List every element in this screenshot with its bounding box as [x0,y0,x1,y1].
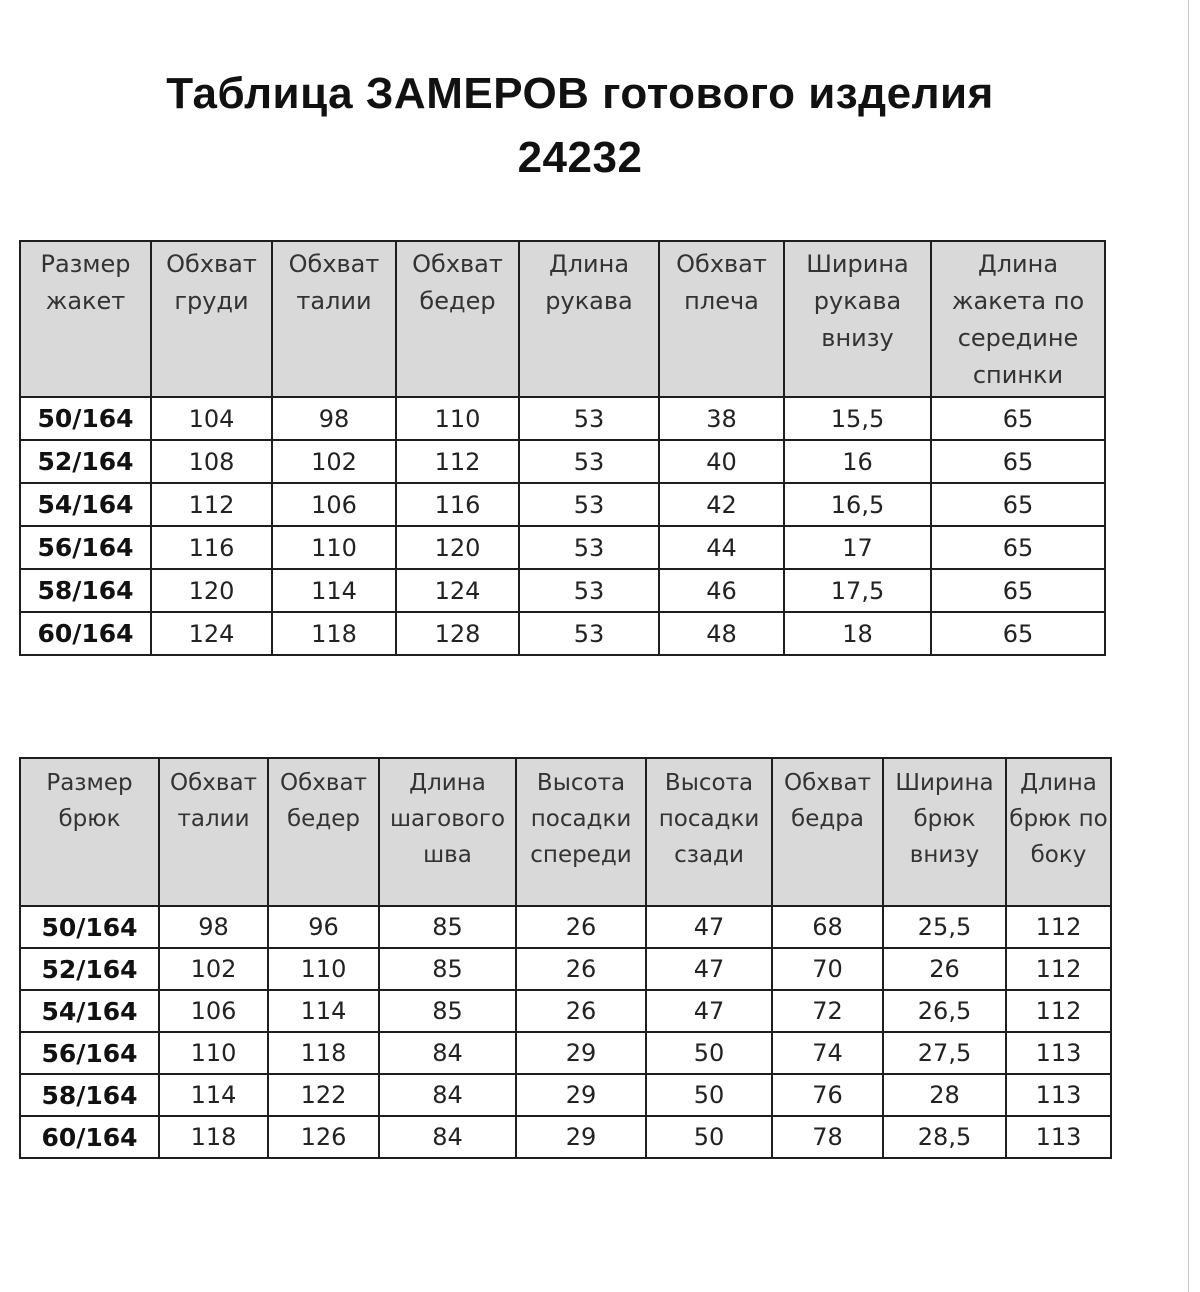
value-cell: 68 [772,906,883,948]
value-cell: 114 [268,990,379,1032]
value-cell: 29 [516,1116,646,1158]
article-number: 24232 [517,133,643,182]
header-cell: Обхват груди [151,241,272,397]
value-cell: 65 [931,526,1105,569]
size-cell: 56/164 [20,526,151,569]
value-cell: 112 [1006,948,1111,990]
header-cell: Обхват бедер [268,758,379,906]
value-cell: 65 [931,612,1105,655]
size-cell: 54/164 [20,990,159,1032]
value-cell: 53 [519,397,659,440]
value-cell: 120 [151,569,272,612]
header-cell: Длина рукава [519,241,659,397]
value-cell: 28,5 [883,1116,1006,1158]
table-row [20,1032,1111,1074]
value-cell: 84 [379,1074,516,1116]
document-title: Таблица ЗАМЕРОВ готового изделия [166,69,994,118]
value-cell: 120 [396,526,519,569]
value-cell: 47 [646,906,772,948]
page-edge-line [1188,0,1189,1292]
value-cell: 25,5 [883,906,1006,948]
value-cell: 114 [272,569,396,612]
value-cell: 53 [519,569,659,612]
header-cell: Обхват бедер [396,241,519,397]
value-cell: 96 [268,906,379,948]
size-cell: 58/164 [20,569,151,612]
table-row [20,1074,1111,1116]
header-cell: Длина брюк по боку [1006,758,1111,906]
value-cell: 16 [784,440,931,483]
value-cell: 65 [931,440,1105,483]
table-row [20,526,1105,569]
value-cell: 50 [646,1032,772,1074]
value-cell: 26 [516,990,646,1032]
value-cell: 98 [159,906,268,948]
value-cell: 106 [159,990,268,1032]
value-cell: 112 [1006,990,1111,1032]
value-cell: 113 [1006,1074,1111,1116]
table-header-row [20,241,1105,397]
trousers-measurements-table [19,757,1112,1159]
value-cell: 17 [784,526,931,569]
value-cell: 29 [516,1074,646,1116]
header-cell: Обхват бедра [772,758,883,906]
value-cell: 53 [519,440,659,483]
value-cell: 110 [159,1032,268,1074]
table-row [20,569,1105,612]
table-row [20,906,1111,948]
value-cell: 110 [396,397,519,440]
value-cell: 53 [519,612,659,655]
value-cell: 17,5 [784,569,931,612]
value-cell: 118 [159,1116,268,1158]
value-cell: 26 [516,948,646,990]
value-cell: 110 [272,526,396,569]
value-cell: 42 [659,483,784,526]
value-cell: 114 [159,1074,268,1116]
value-cell: 74 [772,1032,883,1074]
value-cell: 44 [659,526,784,569]
header-cell: Размер жакет [20,241,151,397]
value-cell: 112 [1006,906,1111,948]
header-cell: Высота посадки спереди [516,758,646,906]
size-cell: 54/164 [20,483,151,526]
value-cell: 124 [396,569,519,612]
value-cell: 124 [151,612,272,655]
table-row [20,612,1105,655]
value-cell: 78 [772,1116,883,1158]
value-cell: 122 [268,1074,379,1116]
table-row [20,440,1105,483]
size-cell: 50/164 [20,397,151,440]
value-cell: 108 [151,440,272,483]
value-cell: 106 [272,483,396,526]
value-cell: 102 [272,440,396,483]
value-cell: 112 [396,440,519,483]
value-cell: 28 [883,1074,1006,1116]
value-cell: 65 [931,569,1105,612]
header-cell: Обхват талии [159,758,268,906]
value-cell: 15,5 [784,397,931,440]
value-cell: 84 [379,1116,516,1158]
table-row [20,483,1105,526]
value-cell: 104 [151,397,272,440]
size-cell: 52/164 [20,948,159,990]
value-cell: 26 [516,906,646,948]
size-cell: 52/164 [20,440,151,483]
value-cell: 47 [646,948,772,990]
value-cell: 26 [883,948,1006,990]
header-cell: Высота посадки сзади [646,758,772,906]
value-cell: 85 [379,906,516,948]
value-cell: 113 [1006,1032,1111,1074]
value-cell: 65 [931,397,1105,440]
table-header-row [20,758,1111,906]
table-row [20,1116,1111,1158]
header-cell: Размер брюк [20,758,159,906]
value-cell: 85 [379,948,516,990]
value-cell: 102 [159,948,268,990]
value-cell: 48 [659,612,784,655]
value-cell: 112 [151,483,272,526]
value-cell: 50 [646,1116,772,1158]
header-cell: Ширина брюк внизу [883,758,1006,906]
table-row [20,948,1111,990]
size-cell: 60/164 [20,1116,159,1158]
header-cell: Длина жакета по середине спинки [931,241,1105,397]
value-cell: 27,5 [883,1032,1006,1074]
table-row [20,990,1111,1032]
size-cell: 56/164 [20,1032,159,1074]
table-row [20,397,1105,440]
header-cell: Обхват плеча [659,241,784,397]
value-cell: 85 [379,990,516,1032]
value-cell: 26,5 [883,990,1006,1032]
value-cell: 53 [519,483,659,526]
value-cell: 128 [396,612,519,655]
size-cell: 50/164 [20,906,159,948]
value-cell: 29 [516,1032,646,1074]
value-cell: 70 [772,948,883,990]
value-cell: 76 [772,1074,883,1116]
header-cell: Ширина рукава внизу [784,241,931,397]
size-cell: 58/164 [20,1074,159,1116]
value-cell: 18 [784,612,931,655]
value-cell: 116 [396,483,519,526]
value-cell: 50 [646,1074,772,1116]
header-cell: Длина шагового шва [379,758,516,906]
value-cell: 46 [659,569,784,612]
header-cell: Обхват талии [272,241,396,397]
size-cell: 60/164 [20,612,151,655]
value-cell: 40 [659,440,784,483]
value-cell: 116 [151,526,272,569]
value-cell: 72 [772,990,883,1032]
value-cell: 65 [931,483,1105,526]
value-cell: 118 [268,1032,379,1074]
value-cell: 53 [519,526,659,569]
value-cell: 16,5 [784,483,931,526]
jacket-measurements-table [19,240,1106,656]
value-cell: 110 [268,948,379,990]
value-cell: 126 [268,1116,379,1158]
value-cell: 38 [659,397,784,440]
value-cell: 113 [1006,1116,1111,1158]
value-cell: 84 [379,1032,516,1074]
value-cell: 47 [646,990,772,1032]
value-cell: 98 [272,397,396,440]
value-cell: 118 [272,612,396,655]
